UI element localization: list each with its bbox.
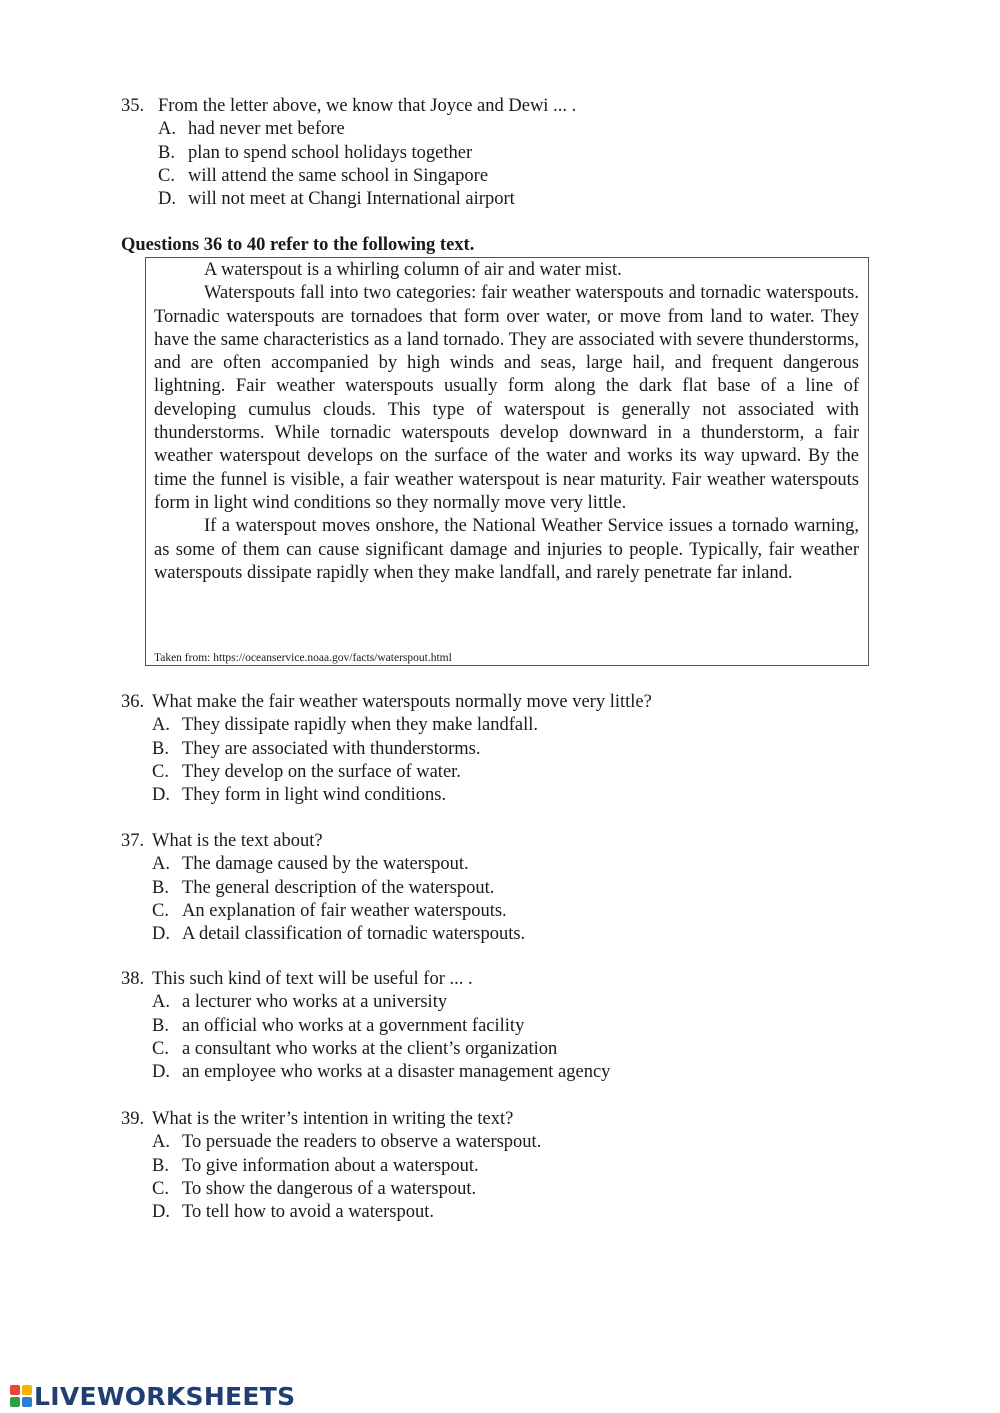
question-number: 35. bbox=[121, 96, 145, 116]
option-a[interactable]: A. They dissipate rapidly when they make landfall. bbox=[152, 715, 539, 736]
question-stem bbox=[121, 691, 652, 714]
question-number: 38. bbox=[121, 969, 145, 989]
question-stem bbox=[121, 1108, 541, 1131]
passage-paragraph-3: If a waterspout moves onshore, the National Weather Service issues a tornado warning, as some of them can cause significant damage and injuries to people. Typically, fair weather waterspouts dissipate rapidly when they make landfall, and rarely penetrate far inland. bbox=[154, 516, 859, 583]
question-text: What make the fair weather waterspouts normally move very little? bbox=[152, 692, 652, 712]
option-c[interactable]: C. They develop on the surface of water. bbox=[152, 761, 461, 782]
question-39 bbox=[121, 1108, 541, 1224]
option-b[interactable]: B. They are associated with thunderstorms. bbox=[152, 738, 481, 759]
logo-block bbox=[22, 1385, 32, 1395]
question-37 bbox=[121, 830, 525, 946]
option-c[interactable]: C. will attend the same school in Singapore bbox=[158, 165, 489, 186]
question-stem bbox=[121, 968, 610, 991]
passage-source: Taken from: https://oceanservice.noaa.gov/facts/waterspout.html bbox=[154, 652, 452, 664]
question-text: What is the writer’s intention in writing the text? bbox=[152, 1109, 514, 1129]
question-text: From the letter above, we know that Joyce and Dewi ... . bbox=[158, 96, 577, 116]
question-number: 36. bbox=[121, 692, 145, 712]
reading-passage bbox=[145, 257, 869, 666]
option-d[interactable]: D. To tell how to avoid a waterspout. bbox=[152, 1202, 434, 1223]
question-number: 37. bbox=[121, 831, 145, 851]
logo-block bbox=[22, 1397, 32, 1407]
question-stem bbox=[121, 830, 525, 853]
passage-paragraph-1: A waterspout is a whirling column of air and water mist. bbox=[204, 260, 622, 280]
option-d[interactable]: D. A detail classification of tornadic waterspouts. bbox=[152, 924, 526, 945]
question-35 bbox=[121, 95, 576, 211]
question-number: 39. bbox=[121, 1109, 145, 1129]
option-b[interactable]: B. The general description of the waterspout. bbox=[152, 877, 495, 898]
option-c[interactable]: C. To show the dangerous of a waterspout. bbox=[152, 1178, 477, 1199]
liveworksheets-logo[interactable] bbox=[10, 1381, 295, 1411]
option-c[interactable]: C. a consultant who works at the client’s organization bbox=[152, 1038, 558, 1059]
option-a[interactable]: A. To persuade the readers to observe a waterspout. bbox=[152, 1132, 542, 1153]
question-text: This such kind of text will be useful for ... . bbox=[152, 969, 473, 989]
option-b[interactable]: B. To give information about a waterspout. bbox=[152, 1155, 479, 1176]
option-a[interactable]: A. had never met before bbox=[158, 119, 345, 140]
option-b[interactable]: B. plan to spend school holidays together bbox=[158, 142, 473, 163]
option-d[interactable]: D. an employee who works at a disaster management agency bbox=[152, 1062, 611, 1083]
option-d[interactable]: D. will not meet at Changi International airport bbox=[158, 189, 515, 210]
question-36 bbox=[121, 691, 652, 807]
logo-blocks-icon bbox=[10, 1385, 32, 1407]
option-a[interactable]: A. a lecturer who works at a university bbox=[152, 992, 448, 1013]
passage-paragraph-2: Waterspouts fall into two categories: fair weather waterspouts and tornadic waterspouts. Tornadic waterspouts are tornadoes that form over water, or move from land to water. They have the same characteristics as a land tornado. They are associated with severe thunderstorms, and are often accompanied by high winds and seas, large hail, and frequent dangerous lightning. Fair weather waterspouts usually form along the dark flat base of a line of developing cumulus clouds. This type of waterspout is generally not associated with thunderstorms. While tornadic waterspouts develop downward in a thunderstorm, a fair weather waterspout develops on the surface of the water and works its way upward. By the time the funnel is visible, a fair weather waterspout is near maturity. Fair weather waterspouts form in light wind conditions so they normally move very little. bbox=[154, 283, 859, 513]
option-d[interactable]: D. They form in light wind conditions. bbox=[152, 785, 447, 806]
question-text: What is the text about? bbox=[152, 831, 323, 851]
option-a[interactable]: A. The damage caused by the waterspout. bbox=[152, 854, 469, 875]
logo-block bbox=[10, 1385, 20, 1395]
question-stem bbox=[121, 95, 576, 118]
question-38 bbox=[121, 968, 610, 1084]
option-b[interactable]: B. an official who works at a government facility bbox=[152, 1015, 525, 1036]
section-heading: Questions 36 to 40 refer to the following text. bbox=[121, 235, 475, 255]
logo-block bbox=[10, 1397, 20, 1407]
option-c[interactable]: C. An explanation of fair weather waterspouts. bbox=[152, 900, 507, 921]
logo-text: LIVEWORKSHEETS bbox=[34, 1381, 296, 1411]
